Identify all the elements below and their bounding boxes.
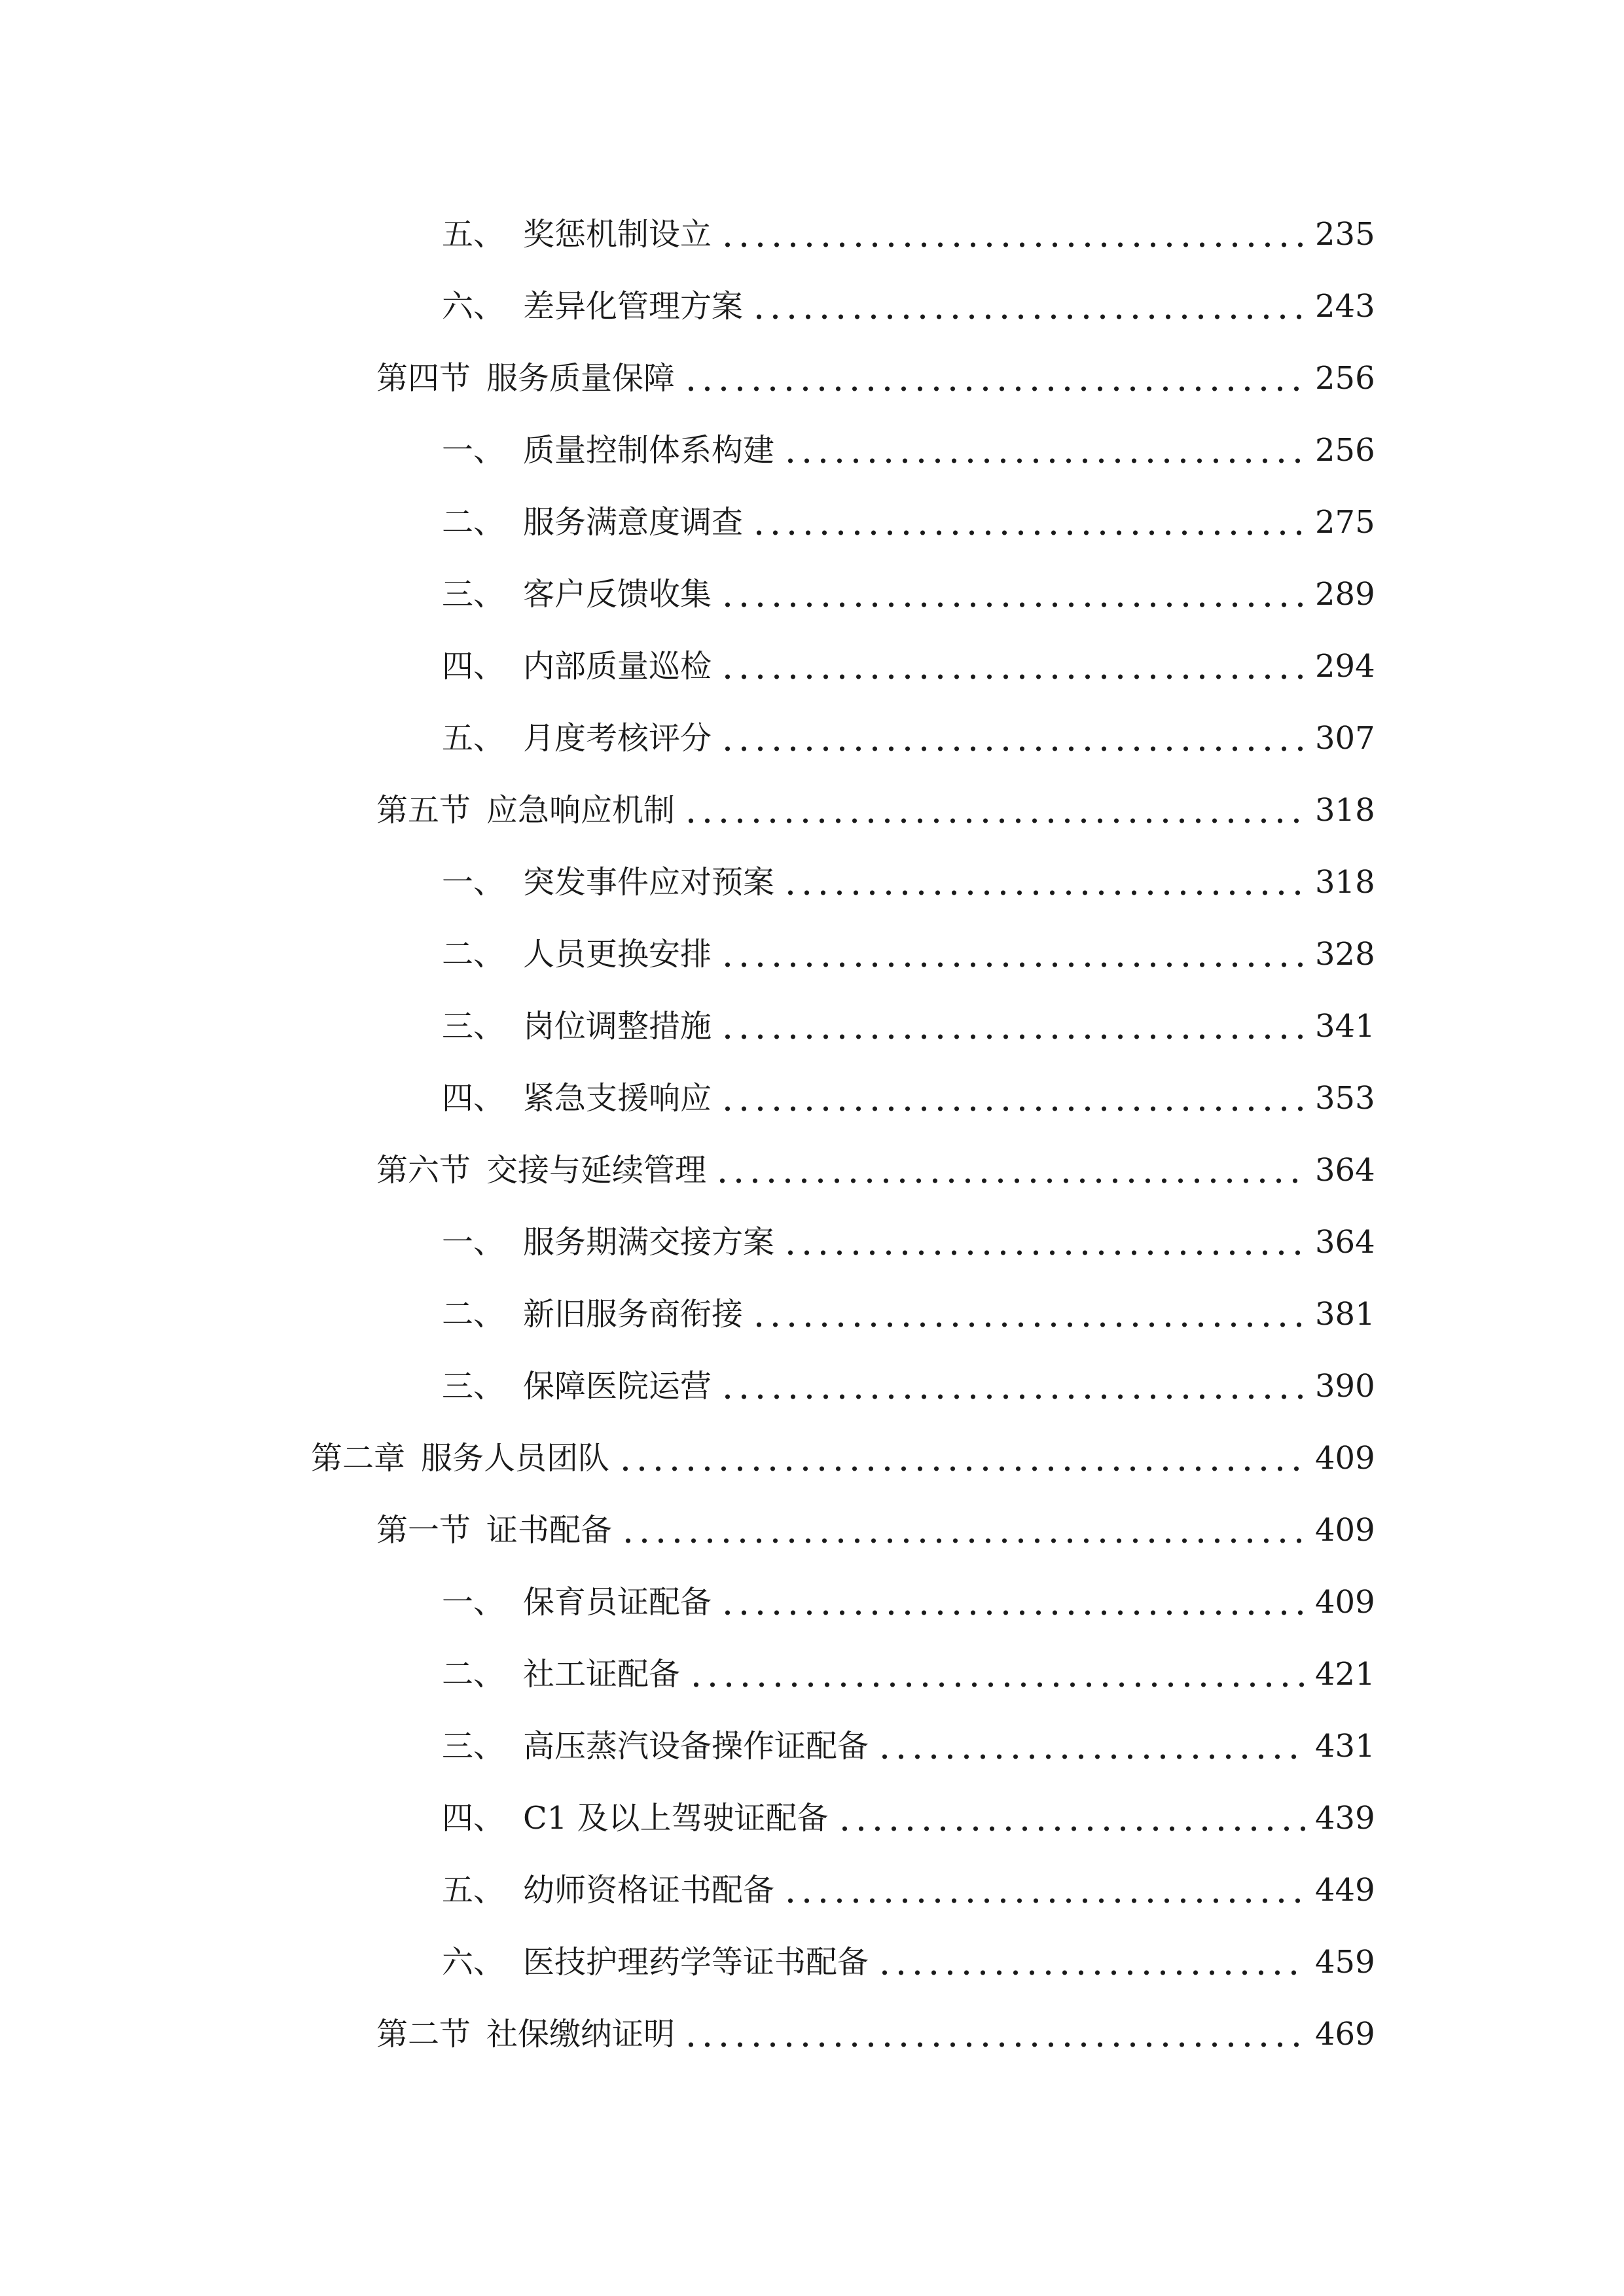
toc-entry-number: 三、 [442, 1008, 505, 1045]
toc-entry-page-number: 409 [1315, 1440, 1375, 1477]
toc-entry-page-number: 289 [1315, 576, 1375, 613]
toc-entry-page-number: 469 [1315, 2016, 1375, 2053]
toc-entry-page-number: 390 [1315, 1368, 1375, 1405]
toc-dot-leader [782, 431, 1306, 470]
toc-entry[interactable] [0, 1134, 1624, 1206]
toc-dot-leader [876, 1943, 1306, 1982]
toc-entry[interactable] [0, 414, 1624, 486]
toc-dot-leader [782, 1223, 1306, 1262]
toc-entry-page-number: 421 [1315, 1656, 1375, 1693]
toc-entry-number: 五、 [442, 1872, 505, 1909]
toc-dot-leader [719, 935, 1306, 974]
toc-dot-leader [617, 1439, 1306, 1478]
toc-entry-title: 服务期满交接方案 [523, 1224, 775, 1261]
toc-entry-number: 三、 [442, 1368, 505, 1405]
toc-dot-leader [837, 1799, 1306, 1838]
toc-entry-title: 证书配备 [486, 1512, 613, 1549]
toc-dot-leader [719, 719, 1306, 758]
toc-entry-title: 人员更换安排 [523, 936, 712, 973]
toc-dot-leader [719, 1367, 1306, 1406]
toc-entry-title: 岗位调整措施 [523, 1008, 712, 1045]
toc-entry-page-number: 364 [1315, 1224, 1375, 1261]
toc-entry-page-number: 409 [1315, 1512, 1375, 1549]
toc-entry-title: 医技护理药学等证书配备 [523, 1944, 869, 1981]
toc-entry-page-number: 439 [1315, 1800, 1375, 1837]
toc-entry-page-number: 243 [1315, 288, 1375, 325]
toc-entry-title: 服务满意度调查 [523, 504, 744, 541]
toc-entry-title: 应急响应机制 [486, 792, 676, 829]
toc-entry[interactable] [0, 918, 1624, 990]
toc-entry[interactable] [0, 1422, 1624, 1494]
toc-entry-title: 紧急支援响应 [523, 1080, 712, 1117]
table-of-contents [0, 198, 1624, 2070]
toc-entry[interactable] [0, 1926, 1624, 1998]
toc-entry[interactable] [0, 1854, 1624, 1926]
toc-dot-leader [751, 1295, 1306, 1334]
toc-entry[interactable] [0, 1782, 1624, 1854]
toc-entry[interactable] [0, 270, 1624, 342]
toc-entry-page-number: 235 [1315, 216, 1375, 253]
toc-entry[interactable] [0, 990, 1624, 1062]
toc-dot-leader [751, 503, 1306, 542]
toc-dot-leader [719, 1583, 1306, 1622]
toc-entry-page-number: 256 [1315, 360, 1375, 397]
toc-entry-number: 三、 [442, 1728, 505, 1765]
toc-entry-number: 五、 [442, 216, 505, 253]
toc-entry-title: 月度考核评分 [523, 720, 712, 757]
toc-entry-number: 三、 [442, 576, 505, 613]
toc-entry[interactable] [0, 1206, 1624, 1278]
toc-entry[interactable] [0, 1566, 1624, 1638]
toc-entry-number: 二、 [442, 1296, 505, 1333]
toc-entry[interactable] [0, 342, 1624, 414]
toc-entry-page-number: 275 [1315, 504, 1375, 541]
toc-entry-title: 新旧服务商衔接 [523, 1296, 744, 1333]
toc-entry-number: 第五节 [376, 792, 471, 829]
toc-entry-title: 高压蒸汽设备操作证配备 [523, 1728, 869, 1765]
toc-entry-title: 突发事件应对预案 [523, 864, 775, 901]
toc-entry-number: 一、 [442, 864, 505, 901]
toc-entry-title: C1 及以上驾驶证配备 [523, 1800, 829, 1837]
toc-dot-leader [714, 1151, 1306, 1190]
toc-entry-number: 第四节 [376, 360, 471, 397]
toc-entry[interactable] [0, 630, 1624, 702]
toc-entry[interactable] [0, 1494, 1624, 1566]
toc-entry-page-number: 318 [1315, 792, 1375, 829]
toc-entry[interactable] [0, 1062, 1624, 1134]
toc-entry[interactable] [0, 486, 1624, 558]
toc-entry-title: 保育员证配备 [523, 1584, 712, 1621]
toc-entry-page-number: 459 [1315, 1944, 1375, 1981]
toc-dot-leader [876, 1727, 1306, 1766]
toc-entry-title: 质量控制体系构建 [523, 432, 775, 469]
toc-entry-number: 五、 [442, 720, 505, 757]
toc-entry[interactable] [0, 1710, 1624, 1782]
toc-entry-number: 四、 [442, 1080, 505, 1117]
toc-entry-page-number: 328 [1315, 936, 1375, 973]
toc-entry[interactable] [0, 774, 1624, 846]
toc-entry-page-number: 364 [1315, 1152, 1375, 1189]
toc-entry-number: 四、 [442, 648, 505, 685]
toc-entry-title: 幼师资格证书配备 [523, 1872, 775, 1909]
toc-entry[interactable] [0, 198, 1624, 270]
toc-entry-page-number: 318 [1315, 864, 1375, 901]
toc-entry-number: 六、 [442, 1944, 505, 1981]
toc-entry-page-number: 353 [1315, 1080, 1375, 1117]
toc-entry-page-number: 341 [1315, 1008, 1375, 1045]
toc-entry-number: 六、 [442, 288, 505, 325]
toc-entry-number: 一、 [442, 1224, 505, 1261]
toc-entry-number: 第二节 [376, 2016, 471, 2053]
toc-entry-page-number: 307 [1315, 720, 1375, 757]
toc-entry-title: 客户反馈收集 [523, 576, 712, 613]
toc-dot-leader [620, 1511, 1306, 1550]
toc-entry-page-number: 431 [1315, 1728, 1375, 1765]
toc-entry-number: 一、 [442, 1584, 505, 1621]
toc-entry-page-number: 294 [1315, 648, 1375, 685]
toc-entry-title: 保障医院运营 [523, 1368, 712, 1405]
toc-dot-leader [683, 359, 1306, 398]
toc-entry-page-number: 449 [1315, 1872, 1375, 1909]
toc-entry[interactable] [0, 1350, 1624, 1422]
toc-entry-page-number: 381 [1315, 1296, 1375, 1333]
toc-entry[interactable] [0, 1638, 1624, 1710]
toc-entry-title: 服务人员团队 [421, 1440, 610, 1477]
toc-entry-number: 二、 [442, 504, 505, 541]
toc-dot-leader [719, 1079, 1306, 1118]
toc-entry-number: 四、 [442, 1800, 505, 1837]
toc-dot-leader [719, 215, 1306, 254]
toc-entry-title: 奖惩机制设立 [523, 216, 712, 253]
toc-entry[interactable] [0, 702, 1624, 774]
toc-entry-number: 一、 [442, 432, 505, 469]
toc-entry-number: 二、 [442, 1656, 505, 1693]
toc-entry-title: 社保缴纳证明 [486, 2016, 676, 2053]
toc-entry-title: 内部质量巡检 [523, 648, 712, 685]
toc-entry-title: 交接与延续管理 [486, 1152, 707, 1189]
toc-entry-number: 第一节 [376, 1512, 471, 1549]
toc-entry-title: 社工证配备 [523, 1656, 681, 1693]
toc-dot-leader [688, 1655, 1306, 1694]
toc-dot-leader [719, 575, 1306, 614]
toc-entry-number: 二、 [442, 936, 505, 973]
toc-dot-leader [719, 647, 1306, 686]
toc-entry[interactable] [0, 558, 1624, 630]
toc-entry-title: 差异化管理方案 [523, 288, 744, 325]
toc-dot-leader [719, 1007, 1306, 1046]
toc-entry[interactable] [0, 846, 1624, 918]
toc-entry-number: 第六节 [376, 1152, 471, 1189]
toc-dot-leader [683, 791, 1306, 830]
toc-entry[interactable] [0, 1278, 1624, 1350]
toc-entry[interactable] [0, 1998, 1624, 2070]
toc-dot-leader [782, 863, 1306, 902]
toc-entry-number: 第二章 [311, 1440, 406, 1477]
toc-dot-leader [782, 1871, 1306, 1910]
toc-dot-leader [683, 2015, 1306, 2054]
toc-dot-leader [751, 287, 1306, 326]
toc-entry-title: 服务质量保障 [486, 360, 676, 397]
toc-entry-page-number: 256 [1315, 432, 1375, 469]
toc-entry-page-number: 409 [1315, 1584, 1375, 1621]
